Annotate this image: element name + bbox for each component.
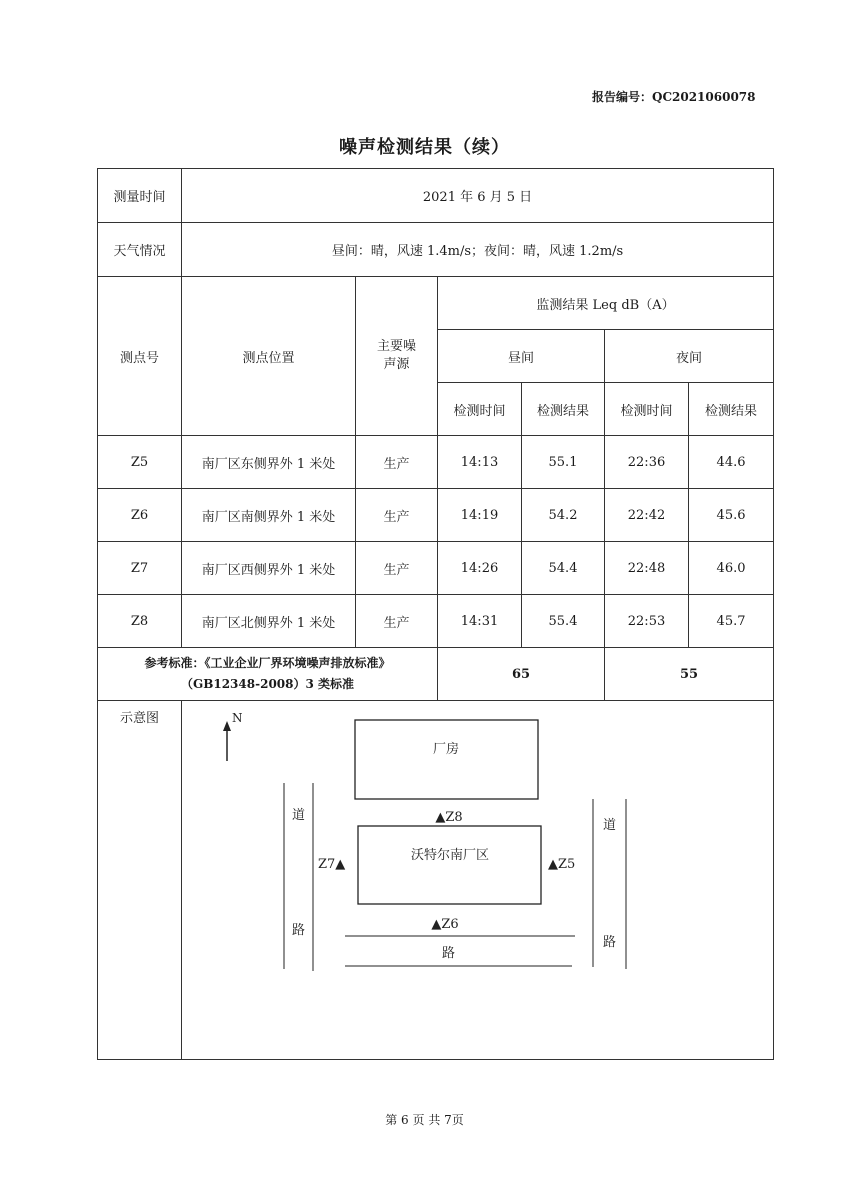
day-time-cell: 14:19 — [438, 489, 522, 542]
day-time-cell: 14:31 — [438, 595, 522, 648]
header-source: 主要噪声源 — [356, 277, 438, 436]
location-cell: 南厂区西侧界外 1 米处 — [182, 542, 356, 595]
day-limit: 65 — [438, 648, 605, 701]
z6-marker: ▲Z6 — [431, 917, 459, 932]
report-number: 报告编号：QC2021060078 — [592, 90, 756, 104]
weather-value: 昼间：晴，风速 1.4m/s；夜间：晴，风速 1.2m/s — [182, 223, 774, 277]
reference-line-2: （GB12348-2008）3 类标准 — [180, 677, 355, 691]
page-title: 噪声检测结果（续） — [339, 137, 510, 158]
location-cell: 南厂区南侧界外 1 米处 — [182, 489, 356, 542]
day-time-cell: 14:26 — [438, 542, 522, 595]
workshop-building — [355, 720, 538, 799]
north-label: N — [232, 711, 243, 725]
header-day-result: 检测结果 — [522, 383, 605, 436]
diagram-row — [98, 701, 774, 1060]
day-value-cell: 54.2 — [522, 489, 605, 542]
west-road-label-1: 道 — [292, 808, 306, 823]
site-map — [182, 701, 772, 1055]
day-value-cell: 55.1 — [522, 436, 605, 489]
table-row — [98, 436, 774, 489]
weather-label: 天气情况 — [98, 223, 182, 277]
table-row — [98, 489, 774, 542]
reference-line-1: 参考标准：《工业企业厂界环境噪声排放标准》 — [144, 656, 391, 670]
page-footer: 第 6 页 共 7页 — [385, 1113, 464, 1127]
header-day-time: 检测时间 — [438, 383, 522, 436]
point-cell: Z8 — [98, 595, 182, 648]
workshop-label: 厂房 — [432, 742, 460, 757]
source-cell: 生产 — [356, 436, 438, 489]
point-cell: Z5 — [98, 436, 182, 489]
location-cell: 南厂区北侧界外 1 米处 — [182, 595, 356, 648]
reference-standard — [98, 648, 438, 701]
header-night: 夜间 — [605, 330, 774, 383]
night-time-cell: 22:42 — [605, 489, 689, 542]
source-cell: 生产 — [356, 489, 438, 542]
site-diagram — [182, 701, 774, 1060]
header-night-time: 检测时间 — [605, 383, 689, 436]
point-cell: Z6 — [98, 489, 182, 542]
table-row — [98, 542, 774, 595]
header-location: 测点位置 — [182, 277, 356, 436]
table-row — [98, 595, 774, 648]
night-value-cell: 44.6 — [689, 436, 774, 489]
diagram-label: 示意图 — [98, 701, 182, 1060]
weather-row — [98, 223, 774, 277]
night-limit: 55 — [605, 648, 774, 701]
date-row — [98, 169, 774, 223]
night-value-cell: 45.7 — [689, 595, 774, 648]
reference-row — [98, 648, 774, 701]
header-row — [98, 277, 774, 330]
night-value-cell: 45.6 — [689, 489, 774, 542]
day-time-cell: 14:13 — [438, 436, 522, 489]
header-day: 昼间 — [438, 330, 605, 383]
z7-marker: Z7▲ — [318, 857, 346, 872]
south-road-label: 路 — [442, 946, 456, 961]
date-value: 2021 年 6 月 5 日 — [182, 169, 774, 223]
east-road-label-2: 路 — [603, 935, 617, 950]
day-value-cell: 54.4 — [522, 542, 605, 595]
night-value-cell: 46.0 — [689, 542, 774, 595]
day-value-cell: 55.4 — [522, 595, 605, 648]
west-road-label-2: 路 — [292, 923, 306, 938]
north-arrow — [223, 721, 231, 761]
point-cell: Z7 — [98, 542, 182, 595]
date-label: 测量时间 — [98, 169, 182, 223]
factory-building — [358, 826, 541, 904]
night-time-cell: 22:48 — [605, 542, 689, 595]
night-time-cell: 22:36 — [605, 436, 689, 489]
source-cell: 生产 — [356, 595, 438, 648]
z8-marker: ▲Z8 — [435, 810, 463, 825]
header-result: 监测结果 Leq dB（A） — [438, 277, 774, 330]
header-point-no: 测点号 — [98, 277, 182, 436]
z5-marker: ▲Z5 — [548, 857, 576, 872]
factory-label: 沃特尔南厂区 — [410, 848, 490, 863]
east-road-label-1: 道 — [603, 818, 617, 833]
noise-result-table — [97, 168, 774, 1060]
night-time-cell: 22:53 — [605, 595, 689, 648]
source-cell: 生产 — [356, 542, 438, 595]
header-night-result: 检测结果 — [689, 383, 774, 436]
location-cell: 南厂区东侧界外 1 米处 — [182, 436, 356, 489]
